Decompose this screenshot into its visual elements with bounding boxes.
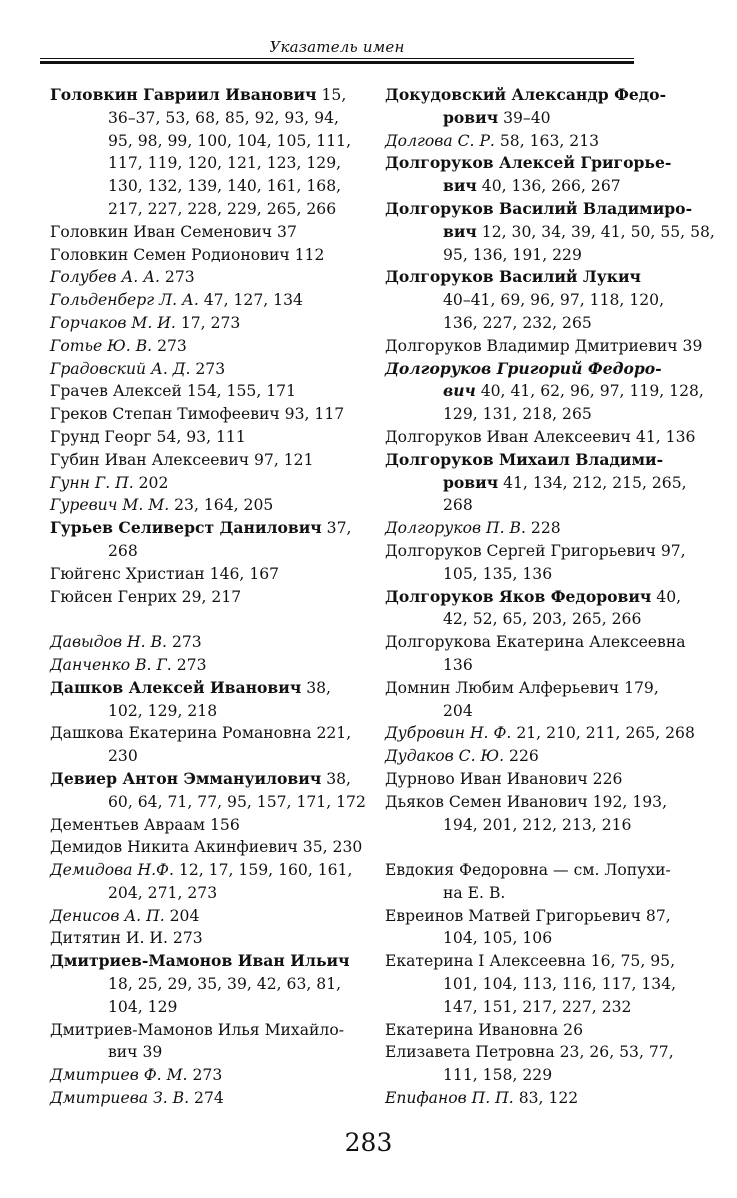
entry-continuation-line bbox=[385, 244, 700, 267]
entry-continuation-line bbox=[50, 198, 360, 221]
index-entry bbox=[50, 563, 360, 586]
entry-text: Евреинов Матвей Григорьевич 87, bbox=[385, 906, 671, 925]
index-entry bbox=[385, 517, 700, 540]
index-entry bbox=[385, 84, 700, 130]
entry-name: Головкин Гавриил Иванович bbox=[50, 85, 317, 104]
index-entry bbox=[50, 289, 360, 312]
page-references: 104, 105, 106 bbox=[443, 929, 553, 948]
entry-text: 273 bbox=[190, 359, 226, 378]
index-entry bbox=[50, 768, 366, 814]
index-entry bbox=[50, 654, 360, 677]
entry-name: Епифанов П. П. bbox=[385, 1089, 514, 1108]
entry-continuation-line bbox=[385, 700, 700, 723]
entry-continuation-line bbox=[385, 403, 700, 426]
page-references: 102, 129, 218 bbox=[108, 701, 218, 720]
entry-name: рович bbox=[443, 107, 499, 127]
entry-heading-line bbox=[50, 1087, 360, 1110]
entry-heading-line bbox=[50, 403, 360, 426]
entry-name: Долгоруков Григорий Федоро- bbox=[385, 358, 662, 378]
entry-heading-line bbox=[50, 631, 360, 654]
entry-text: на Е. В. bbox=[443, 883, 506, 902]
header-rule-thick bbox=[40, 61, 634, 64]
entry-heading-line bbox=[50, 266, 360, 289]
entry-text: Дурново Иван Иванович 226 bbox=[385, 769, 623, 788]
entry-heading-line bbox=[385, 1041, 700, 1064]
entry-name: Долгоруков Яков Федорович bbox=[385, 586, 652, 606]
entry-heading-line bbox=[50, 563, 360, 586]
entry-heading-line bbox=[385, 517, 700, 540]
index-entry bbox=[50, 472, 360, 495]
entry-name: Докудовский Александр Федо- bbox=[385, 85, 667, 104]
entry-heading-line bbox=[50, 927, 360, 950]
entry-continuation-line bbox=[50, 107, 360, 130]
index-entry bbox=[50, 517, 360, 563]
index-entry bbox=[50, 449, 360, 472]
entry-text: 40, 41, 62, 96, 97, 119, 128, bbox=[475, 382, 704, 401]
entry-name: Дмитриев Ф. М. bbox=[50, 1066, 188, 1085]
entry-text: 39–40 bbox=[498, 108, 551, 127]
entry-text: Грачев Алексей 154, 155, 171 bbox=[50, 382, 296, 401]
entry-text: Головкин Иван Семенович 37 bbox=[50, 222, 297, 241]
entry-continuation-line bbox=[385, 107, 700, 130]
entry-continuation-line bbox=[50, 540, 360, 563]
entry-continuation-line bbox=[385, 927, 700, 950]
index-entry bbox=[385, 426, 700, 449]
entry-continuation-line bbox=[50, 996, 360, 1019]
entry-heading-line bbox=[385, 426, 700, 449]
page-references: 117, 119, 120, 121, 123, 129, bbox=[108, 154, 342, 173]
entry-continuation-line bbox=[385, 1064, 700, 1087]
entry-continuation-line bbox=[385, 472, 700, 495]
entry-text: 40, 136, 266, 267 bbox=[476, 177, 621, 196]
index-entry bbox=[385, 358, 704, 426]
entry-heading-line bbox=[385, 677, 700, 700]
index-entry bbox=[50, 84, 360, 221]
page-references: 130, 132, 139, 140, 161, 168, bbox=[108, 177, 342, 196]
entry-continuation-line bbox=[50, 130, 360, 153]
entry-heading-line bbox=[50, 494, 360, 517]
entry-text: 228 bbox=[525, 519, 561, 538]
entry-name: Дмитриева З. В. bbox=[50, 1089, 190, 1108]
index-entry bbox=[385, 859, 700, 905]
entry-continuation-line bbox=[385, 814, 700, 837]
entry-text: 204 bbox=[164, 906, 200, 925]
entry-text: 41, 134, 212, 215, 265, bbox=[498, 473, 687, 492]
index-entry bbox=[50, 426, 360, 449]
entry-name: вич bbox=[443, 176, 477, 196]
entry-heading-line bbox=[385, 905, 700, 928]
page-references: 204, 271, 273 bbox=[108, 883, 218, 902]
index-entry bbox=[385, 1019, 700, 1042]
page-references: 268 bbox=[108, 541, 138, 560]
entry-name: Девиер Антон Эммануилович bbox=[50, 768, 322, 788]
entry-name: Гурьев Селиверст Данилович bbox=[50, 518, 322, 538]
entry-heading-line bbox=[385, 1087, 700, 1110]
page-references: 95, 136, 191, 229 bbox=[443, 245, 582, 264]
index-entry bbox=[50, 814, 360, 837]
header-rule-thin bbox=[40, 58, 634, 59]
page-references: 111, 158, 229 bbox=[443, 1066, 553, 1085]
running-header bbox=[40, 38, 634, 66]
entry-text: Губин Иван Алексеевич 97, 121 bbox=[50, 450, 314, 469]
entry-text: Гюйгенс Христиан 146, 167 bbox=[50, 564, 280, 583]
index-entry bbox=[385, 266, 700, 334]
entry-name: Гуревич М. М. bbox=[50, 496, 170, 515]
index-entry bbox=[50, 1087, 360, 1110]
entry-text: Дитятин И. И. 273 bbox=[50, 929, 203, 948]
entry-heading-line bbox=[50, 905, 360, 928]
entry-name: Горчаков М. И. bbox=[50, 313, 176, 332]
entry-continuation-line bbox=[385, 312, 700, 335]
index-entry bbox=[385, 335, 703, 358]
entry-name: Дашков Алексей Иванович bbox=[50, 677, 302, 697]
entry-heading-line bbox=[385, 791, 700, 814]
entry-text: 273 bbox=[187, 1066, 223, 1085]
index-entry bbox=[50, 722, 360, 768]
index-entry bbox=[50, 836, 363, 859]
page-references: 194, 201, 212, 213, 216 bbox=[443, 815, 632, 834]
entry-text: 273 bbox=[159, 268, 195, 287]
entry-heading-line bbox=[50, 677, 360, 700]
page-references: 217, 227, 228, 229, 265, 266 bbox=[108, 199, 337, 218]
entry-heading-line bbox=[50, 722, 360, 745]
index-column-left bbox=[50, 84, 366, 1110]
index-entry bbox=[385, 768, 700, 791]
index-entry bbox=[385, 1087, 700, 1110]
index-entry bbox=[50, 494, 360, 517]
entry-text: 12, 30, 34, 39, 41, 50, 55, 58, bbox=[476, 222, 715, 241]
entry-text: 83, 122 bbox=[513, 1089, 579, 1108]
entry-continuation-line bbox=[50, 882, 360, 905]
entry-heading-line bbox=[50, 517, 360, 540]
entry-continuation-line bbox=[385, 996, 700, 1019]
index-entry bbox=[385, 540, 700, 586]
entry-heading-line bbox=[385, 745, 700, 768]
entry-heading-line bbox=[50, 244, 360, 267]
entry-text: Долгорукова Екатерина Алексеевна bbox=[385, 633, 686, 652]
index-entry bbox=[50, 358, 360, 381]
entry-text: 273 bbox=[171, 655, 207, 674]
page-references: вич 39 bbox=[108, 1043, 163, 1062]
entry-name: вич bbox=[443, 381, 476, 401]
entry-name: Дубровин Н. Ф. bbox=[385, 724, 512, 743]
entry-text: 38, bbox=[321, 769, 351, 788]
entry-heading-line bbox=[50, 289, 360, 312]
entry-continuation-line bbox=[50, 175, 360, 198]
index-entry bbox=[50, 221, 360, 244]
entry-text: Головкин Семен Родионович 112 bbox=[50, 245, 325, 264]
entry-heading-line bbox=[50, 312, 360, 335]
index-entry bbox=[385, 631, 700, 677]
index-entry bbox=[385, 198, 715, 266]
entry-heading-line bbox=[50, 221, 360, 244]
entry-heading-line bbox=[50, 768, 360, 791]
section-gap bbox=[385, 836, 700, 859]
entry-heading-line bbox=[50, 426, 360, 449]
entry-name: Голубев А. А. bbox=[50, 268, 160, 287]
entry-heading-line bbox=[385, 1019, 700, 1042]
index-column-right bbox=[385, 84, 715, 1110]
index-entry bbox=[50, 1064, 360, 1087]
entry-text: 12, 17, 159, 160, 161, bbox=[173, 861, 353, 880]
entry-heading-line bbox=[50, 335, 360, 358]
entry-heading-line bbox=[50, 84, 360, 107]
entry-text: Греков Степан Тимофеевич 93, 117 bbox=[50, 405, 345, 424]
page-references: 104, 129 bbox=[108, 997, 178, 1016]
entry-continuation-line bbox=[385, 494, 700, 517]
entry-text: Дементьев Авраам 156 bbox=[50, 815, 240, 834]
entry-continuation-line bbox=[50, 1041, 360, 1064]
entry-name: Данченко В. Г. bbox=[50, 655, 172, 674]
entry-heading-line bbox=[50, 380, 360, 403]
entry-heading-line bbox=[385, 84, 700, 107]
index-entry bbox=[385, 950, 700, 1018]
page-references: 60, 64, 71, 77, 95, 157, 171, 172 bbox=[108, 792, 366, 811]
index-entry bbox=[385, 677, 700, 723]
entry-continuation-line bbox=[385, 289, 700, 312]
entry-name: Демидова Н.Ф. bbox=[50, 861, 174, 880]
entry-text: 40, bbox=[651, 587, 682, 606]
entry-text: 202 bbox=[133, 473, 169, 492]
entry-name: Дмитриев-Мамонов Иван Ильич bbox=[50, 951, 350, 971]
entry-name: вич bbox=[443, 221, 477, 241]
index-entry bbox=[50, 335, 360, 358]
page-references: 105, 135, 136 bbox=[443, 564, 553, 583]
entry-text: Дашкова Екатерина Романовна 221, bbox=[50, 724, 352, 743]
entry-heading-line bbox=[50, 950, 360, 973]
entry-name: Долгоруков П. В. bbox=[385, 519, 526, 538]
entry-heading-line bbox=[385, 540, 700, 563]
entry-heading-line bbox=[385, 358, 700, 381]
index-entry bbox=[50, 266, 360, 289]
entry-name: Долгоруков Василий Лукич bbox=[385, 267, 641, 287]
entry-text: 47, 127, 134 bbox=[198, 291, 303, 310]
index-entry bbox=[50, 403, 360, 426]
entry-text: 15, bbox=[316, 86, 347, 104]
entry-text: 21, 210, 211, 265, 268 bbox=[511, 724, 695, 743]
entry-heading-line bbox=[385, 631, 700, 654]
entry-text: 17, 273 bbox=[175, 313, 241, 332]
entry-heading-line bbox=[50, 836, 363, 859]
entry-name: Денисов А. П. bbox=[50, 906, 165, 925]
entry-continuation-line bbox=[50, 973, 360, 996]
entry-continuation-line bbox=[385, 380, 704, 403]
index-entry bbox=[50, 380, 360, 403]
index-entry bbox=[50, 905, 360, 928]
entry-text: 37, bbox=[321, 519, 352, 538]
entry-name: Долгова С. Р. bbox=[385, 131, 495, 150]
entry-text: Домнин Любим Алферьевич 179, bbox=[385, 678, 659, 697]
entry-heading-line bbox=[385, 586, 700, 609]
entry-text: 23, 164, 205 bbox=[169, 496, 274, 515]
entry-text: Демидов Никита Акинфиевич 35, 230 bbox=[50, 838, 363, 857]
index-entry bbox=[385, 722, 700, 745]
index-entry bbox=[385, 449, 700, 517]
entry-text: 274 bbox=[189, 1089, 224, 1108]
page-references: 129, 131, 218, 265 bbox=[443, 405, 592, 424]
entry-heading-line bbox=[385, 152, 700, 175]
entry-name: Гольденберг Л. А. bbox=[50, 291, 199, 310]
entry-continuation-line bbox=[385, 608, 700, 631]
index-entry bbox=[50, 677, 360, 723]
page-references: 204 bbox=[443, 701, 473, 720]
index-entry bbox=[50, 927, 360, 950]
entry-text: 38, bbox=[301, 678, 332, 697]
entry-heading-line bbox=[385, 449, 700, 472]
entry-heading-line bbox=[385, 859, 700, 882]
entry-continuation-line bbox=[385, 175, 700, 198]
index-entry bbox=[385, 745, 700, 768]
entry-name: Дудаков С. Ю. bbox=[385, 747, 505, 766]
entry-text: 273 bbox=[166, 633, 202, 652]
index-entry bbox=[50, 312, 360, 335]
index-entry bbox=[50, 586, 360, 609]
page-references: 40–41, 69, 96, 97, 118, 120, bbox=[443, 291, 665, 310]
entry-name: Градовский А. Д. bbox=[50, 359, 191, 378]
entry-text: Дмитриев-Мамонов Илья Михайло- bbox=[50, 1020, 344, 1039]
entry-name: Давыдов Н. В. bbox=[50, 633, 167, 652]
page-references: 147, 151, 217, 227, 232 bbox=[443, 997, 632, 1016]
entry-text: Долгоруков Владимир Дмитриевич 39 bbox=[385, 336, 703, 355]
entry-heading-line bbox=[50, 654, 360, 677]
index-entry bbox=[385, 1041, 700, 1087]
entry-continuation-line bbox=[385, 221, 715, 244]
entry-text: 273 bbox=[152, 336, 187, 355]
entry-name: Готье Ю. В. bbox=[50, 336, 153, 355]
entry-heading-line bbox=[50, 472, 360, 495]
entry-text: 226 bbox=[504, 747, 539, 766]
entry-heading-line bbox=[50, 814, 360, 837]
entry-text: Екатерина Ивановна 26 bbox=[385, 1020, 584, 1039]
entry-name: рович bbox=[443, 472, 499, 492]
index-entry bbox=[50, 859, 360, 905]
index-entry bbox=[385, 905, 700, 951]
index-entry bbox=[385, 152, 700, 198]
index-entry bbox=[50, 244, 360, 267]
entry-text: Екатерина I Алексеевна 16, 75, 95, bbox=[385, 952, 676, 971]
entry-heading-line bbox=[385, 130, 700, 153]
page-references: 101, 104, 113, 116, 117, 134, bbox=[443, 975, 677, 994]
section-gap bbox=[50, 608, 360, 631]
entry-continuation-line bbox=[385, 973, 700, 996]
entry-name: Гунн Г. П. bbox=[50, 473, 134, 492]
entry-text: Долгоруков Иван Алексеевич 41, 136 bbox=[385, 427, 696, 446]
entry-heading-line bbox=[385, 768, 700, 791]
page-references: 95, 98, 99, 100, 104, 105, 111, bbox=[108, 131, 352, 150]
entry-heading-line bbox=[385, 198, 700, 221]
running-header-title: Указатель имен bbox=[269, 38, 405, 56]
entry-text: Долгоруков Сергей Григорьевич 97, bbox=[385, 541, 686, 560]
page-references: 230 bbox=[108, 747, 138, 766]
entry-heading-line bbox=[50, 859, 360, 882]
entry-heading-line bbox=[50, 586, 360, 609]
index-entry bbox=[385, 791, 700, 837]
entry-text: Гюйсен Генрих 29, 217 bbox=[50, 587, 242, 606]
page-references: 36–37, 53, 68, 85, 92, 93, 94, bbox=[108, 108, 339, 127]
entry-heading-line bbox=[50, 1064, 360, 1087]
entry-name: Долгоруков Михаил Владими- bbox=[385, 449, 664, 469]
entry-continuation-line bbox=[50, 700, 360, 723]
entry-name: Долгоруков Алексей Григорье- bbox=[385, 153, 672, 173]
entry-continuation-line bbox=[50, 152, 360, 175]
entry-text: Елизавета Петровна 23, 26, 53, 77, bbox=[385, 1043, 674, 1062]
index-entry bbox=[50, 950, 360, 1018]
page-references: 136, 227, 232, 265 bbox=[443, 313, 592, 332]
entry-heading-line bbox=[385, 335, 703, 358]
index-entry bbox=[385, 586, 700, 632]
entry-heading-line bbox=[385, 722, 700, 745]
entry-text: Дьяков Семен Иванович 192, 193, bbox=[385, 792, 668, 811]
entry-heading-line bbox=[50, 358, 360, 381]
entry-continuation-line bbox=[385, 654, 700, 677]
index-entry bbox=[385, 130, 700, 153]
page-references: 42, 52, 65, 203, 265, 266 bbox=[443, 610, 642, 629]
page-references: 18, 25, 29, 35, 39, 42, 63, 81, bbox=[108, 975, 342, 994]
index-entry bbox=[50, 1019, 360, 1065]
page-references: 136 bbox=[443, 655, 473, 674]
page-references: 268 bbox=[443, 496, 473, 515]
entry-name: Долгоруков Василий Владимиро- bbox=[385, 198, 693, 218]
page-number: 283 bbox=[344, 1128, 393, 1157]
entry-continuation-line bbox=[50, 745, 360, 768]
entry-text: Грунд Георг 54, 93, 111 bbox=[50, 427, 246, 446]
entry-continuation-line bbox=[385, 563, 700, 586]
entry-heading-line bbox=[385, 266, 700, 289]
index-entry bbox=[50, 631, 360, 654]
entry-continuation-line bbox=[50, 791, 366, 814]
entry-continuation-line bbox=[385, 882, 700, 905]
entry-heading-line bbox=[50, 449, 360, 472]
entry-heading-line bbox=[50, 1019, 360, 1042]
entry-heading-line bbox=[385, 950, 700, 973]
entry-text: Евдокия Федоровна — см. Лопухи- bbox=[385, 861, 671, 880]
entry-text: 58, 163, 213 bbox=[494, 131, 600, 150]
